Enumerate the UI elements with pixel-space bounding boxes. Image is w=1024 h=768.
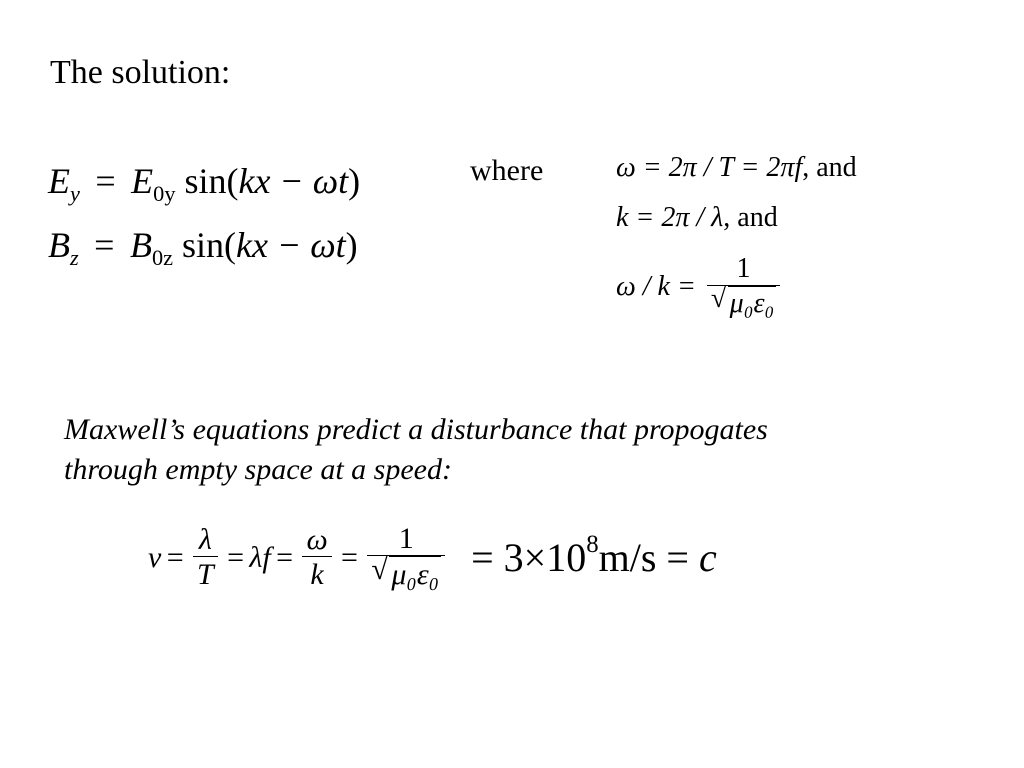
relation-k-expr: k = 2π / λ [616,202,724,233]
equation-bz [48,224,358,270]
speed-eq-2: = [227,540,245,574]
speed-f1-den: T [197,557,214,591]
speed-f3-num: 1 [398,522,414,555]
bz-amp: B [129,225,152,265]
bz-lhs-sub: z [70,244,79,270]
speed-v: v [148,540,162,574]
ey-func: sin( [184,161,239,201]
speed-lambda-f: λf [249,540,271,574]
bz-amp-sub: 0z [151,244,173,270]
speed-result-c: c [698,535,717,580]
relation-omega-tail: , and [802,152,857,183]
ey-arg: kx − ωt [238,161,349,201]
relation-omega-expr: ω = 2π / T = 2πf [616,152,803,183]
speed-result [471,531,717,581]
bz-arg: kx − ωt [236,225,346,265]
where-label: where [470,154,544,187]
relation-ratio-fraction [707,254,780,320]
speed-result-unit: m/s = [598,535,699,580]
statement-line-2: through empty space at a speed: [64,453,452,486]
statement-line-1: Maxwell’s equations predict a disturbance that propogates [64,413,768,446]
bz-func: sin( [182,225,236,265]
ey-close: ) [348,161,361,201]
speed-f3-den: √ μ₀ε₀ [371,552,440,591]
relation-ratio-numerator: 1 [736,253,751,284]
speed-f2-num: ω [306,522,328,556]
relation-ratio [616,254,784,320]
speed-equation [148,522,717,593]
equation-ey [48,160,361,206]
ey-amp: E [131,161,154,201]
relation-omega [616,152,857,184]
speed-result-value: = 3×10 [471,535,587,580]
bz-close: ) [345,225,358,265]
speed-result-exponent: 8 [586,531,599,559]
speed-eq-4: = [341,540,358,574]
bz-lhs: B [48,225,70,265]
speed-eq-3: = [276,540,294,574]
ey-equals: = [95,161,116,201]
slide-heading: The solution: [50,54,231,91]
speed-fraction-lambda-t [193,523,218,593]
relation-ratio-denominator [707,282,780,321]
speed-f1-num: λ [198,522,212,556]
statement-text [64,410,768,490]
relation-ratio-sqrt: √ μ₀ε₀ [710,282,775,319]
relation-k [616,202,778,234]
speed-f2-den: k [310,557,324,591]
relation-k-tail: , and [723,202,778,233]
ey-lhs: E [48,161,70,201]
ey-lhs-sub: y [70,180,80,206]
ey-amp-sub: 0y [153,180,176,206]
relation-ratio-lhs: ω / k = [616,271,696,303]
bz-equals: = [94,225,115,265]
speed-fraction-one-sqrt [367,522,445,593]
speed-fraction-omega-k [302,523,331,593]
speed-eq-1: = [166,540,184,574]
